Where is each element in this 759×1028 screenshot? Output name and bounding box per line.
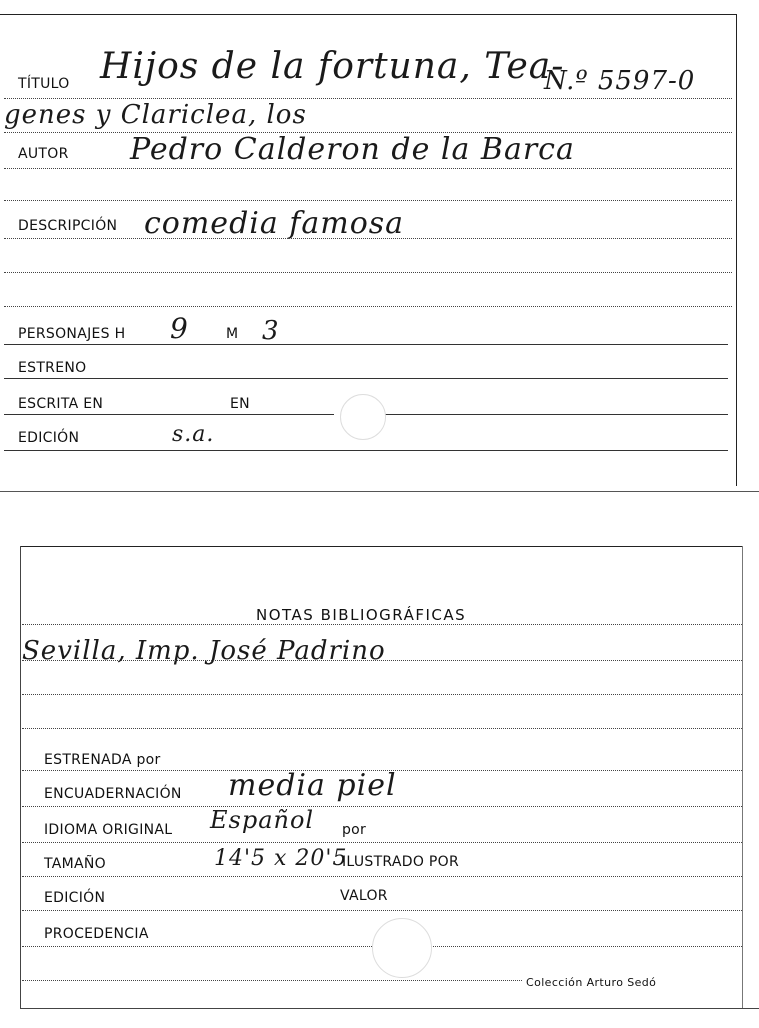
titulo-line xyxy=(4,98,732,99)
edicion-handwritten: s.a. xyxy=(172,422,215,447)
top-card-border-right xyxy=(736,14,737,486)
blank-line-1 xyxy=(4,200,732,201)
titulo-label: TÍTULO xyxy=(18,76,70,92)
personajes-line xyxy=(4,344,728,345)
procedencia-label: PROCEDENCIA xyxy=(44,926,149,942)
notas-line-4 xyxy=(22,728,742,729)
procedencia-line-2 xyxy=(22,980,522,981)
numero-handwritten: N.º 5597-0 xyxy=(544,66,696,96)
personajes-m-label: M xyxy=(226,326,239,342)
bottom-card-border-bottom xyxy=(20,1008,759,1009)
personajes-m-value: 3 xyxy=(262,316,280,346)
estreno-line xyxy=(4,378,728,379)
estreno-label: ESTRENO xyxy=(18,360,87,376)
escrita-en-label: ESCRITA EN xyxy=(18,396,104,412)
descripcion-label: DESCRIPCIÓN xyxy=(18,218,118,234)
escrita-en-line-right xyxy=(384,414,728,415)
edicion-line xyxy=(4,450,728,451)
autor-handwritten: Pedro Calderon de la Barca xyxy=(130,132,575,167)
punch-hole-top xyxy=(340,394,386,440)
punch-hole-bottom xyxy=(372,918,432,978)
personajes-h-label: PERSONAJES H xyxy=(18,326,126,342)
edicion-label: EDICIÓN xyxy=(18,430,80,446)
estrenada-por-label: ESTRENADA por xyxy=(44,752,161,768)
escrita-en-line xyxy=(4,414,334,415)
bottom-card-border-right xyxy=(742,546,743,1008)
notas-line-2 xyxy=(22,660,742,661)
top-card-border-top xyxy=(0,14,736,15)
ilustrado-por-label: ILUSTRADO POR xyxy=(342,854,459,870)
autor-label: AUTOR xyxy=(18,146,69,162)
bottom-card-border-top xyxy=(20,546,742,547)
blank-line-2 xyxy=(4,272,732,273)
notas-line-1 xyxy=(22,624,742,625)
bottom-card-border-left xyxy=(20,546,21,1008)
descripcion-handwritten: comedia famosa xyxy=(144,206,405,241)
edicion-bottom-label: EDICIÓN xyxy=(44,890,106,906)
por-label: por xyxy=(342,822,367,838)
en-label: EN xyxy=(230,396,250,412)
collection-footer: Colección Arturo Sedó xyxy=(526,976,657,989)
notas-line-3 xyxy=(22,694,742,695)
autor-line xyxy=(4,168,732,169)
encuadernacion-line xyxy=(22,806,742,807)
descripcion-line xyxy=(4,238,732,239)
idioma-original-label: IDIOMA ORIGINAL xyxy=(44,822,173,838)
idioma-line xyxy=(22,842,742,843)
idioma-original-handwritten: Español xyxy=(210,806,315,834)
tamano-label: TAMAÑO xyxy=(44,856,106,872)
valor-label: VALOR xyxy=(340,888,388,904)
top-card-border-bottom xyxy=(0,491,759,492)
tamano-handwritten: 14'5 x 20'5 xyxy=(214,846,348,871)
personajes-h-value: 9 xyxy=(170,312,189,345)
encuadernacion-handwritten: media piel xyxy=(228,768,397,803)
notas-handwritten: Sevilla, Imp. José Padrino xyxy=(22,636,386,666)
notas-heading: NOTAS BIBLIOGRÁFICAS xyxy=(256,606,467,624)
titulo-handwritten-line2: genes y Clariclea, los xyxy=(4,100,307,130)
tamano-line xyxy=(22,876,742,877)
blank-line-3 xyxy=(4,306,732,307)
titulo-handwritten-line1: Hijos de la fortuna, Tea- xyxy=(100,46,565,87)
encuadernacion-label: ENCUADERNACIÓN xyxy=(44,786,182,802)
edicion-bottom-line xyxy=(22,910,742,911)
